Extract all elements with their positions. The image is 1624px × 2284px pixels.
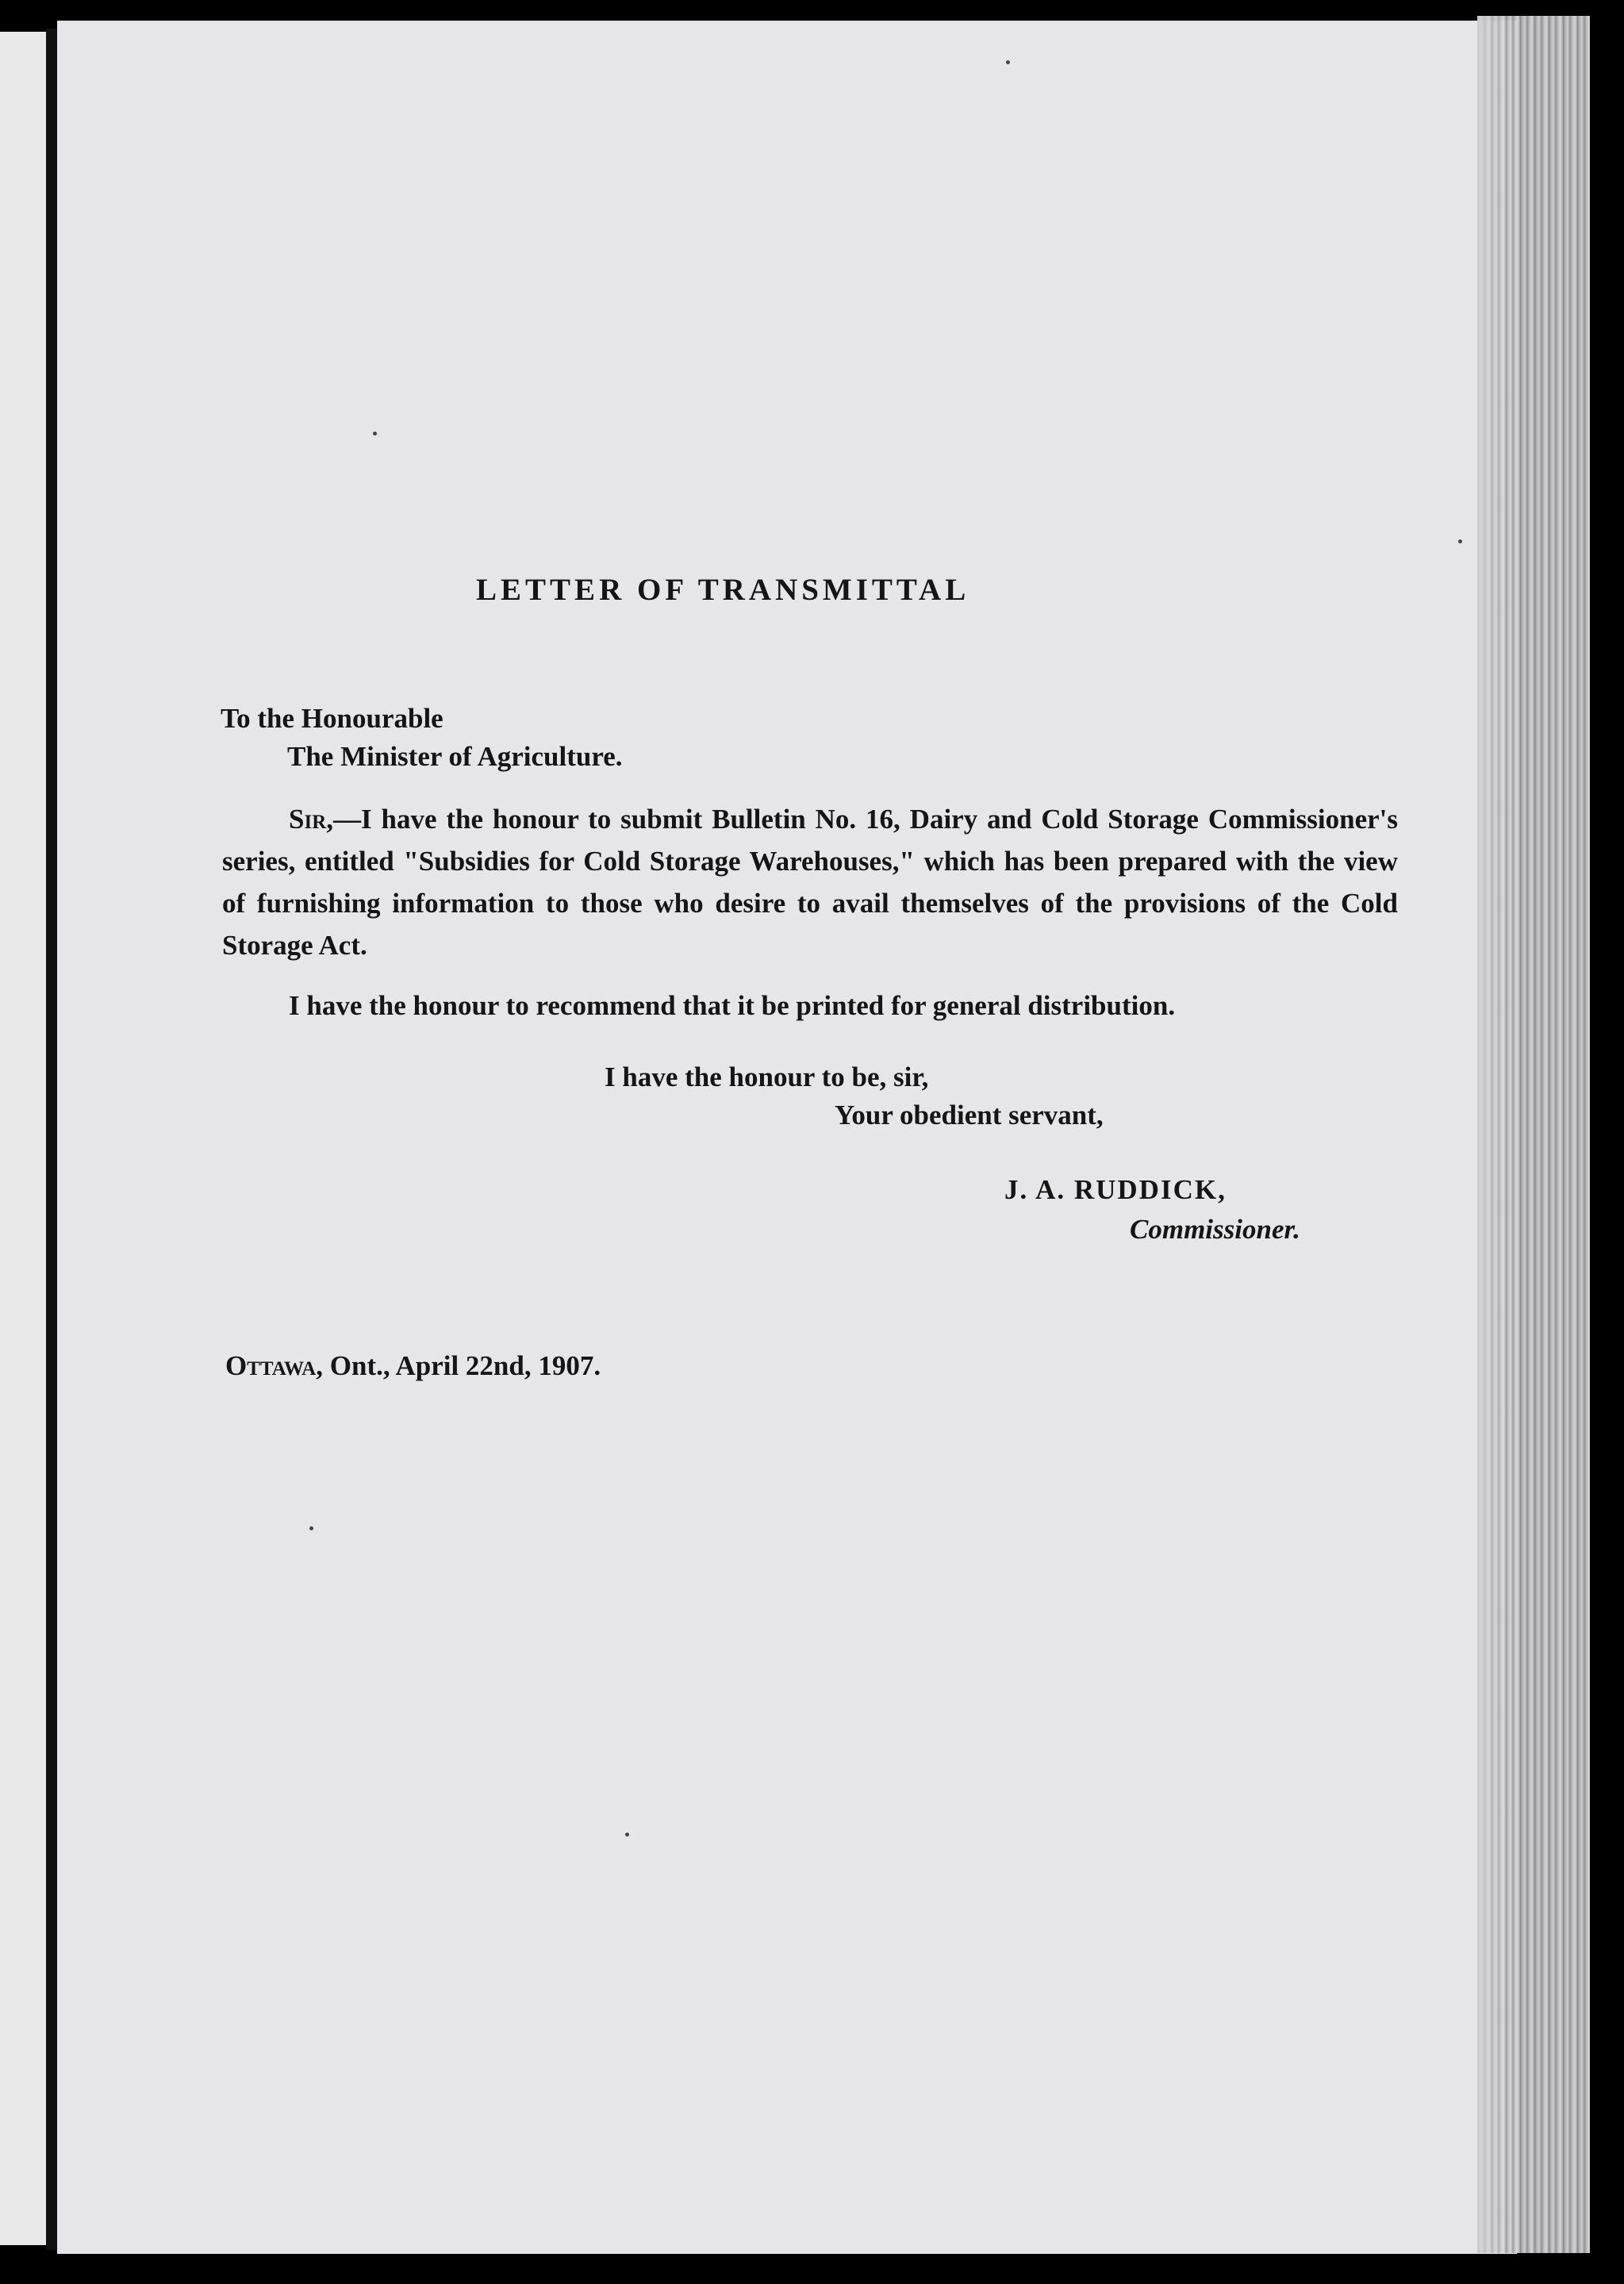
salutation: Sir, (289, 804, 333, 835)
page (57, 21, 1517, 2254)
addressee-line-1: To the Honourable (221, 703, 443, 734)
scan-speck (1458, 539, 1462, 543)
previous-page-edge (0, 32, 46, 2245)
place-and-date (225, 1345, 601, 1387)
letter-heading: LETTER OF TRANSMITTAL (476, 573, 970, 607)
scan-speck (625, 1833, 629, 1837)
place-city: Ottawa (225, 1350, 317, 1381)
addressee-line-2: The Minister of Agriculture. (287, 741, 623, 772)
body-paragraph-2: I have the honour to recommend that it be printed for general distribution. (289, 990, 1176, 1021)
closing-line-1: I have the honour to be, sir, (605, 1061, 929, 1092)
signatory-title: Commissioner. (1130, 1214, 1300, 1245)
place-date-rest: , Ont., April 22nd, 1907. (316, 1350, 601, 1381)
closing-line-2: Your obedient servant, (835, 1100, 1104, 1130)
scan-speck (309, 1526, 313, 1530)
scan-speck (373, 432, 377, 436)
body-paragraph-1-text: —I have the honour to submit Bulletin No. 16, Dairy and Cold Storage Commissioner's series, entitled "Subsidies for Cold Storage Warehouses," which has been prepared with the view of furnishing information to those who desire to avail themselves of the provisions of the Cold Storage Act. (222, 804, 1398, 961)
signatory-name: J. A. RUDDICK, (1004, 1174, 1227, 1205)
page-edges-shade (1477, 16, 1509, 2253)
book-gutter (46, 29, 57, 2250)
body-paragraph-1 (222, 798, 1398, 966)
scan-speck (1006, 60, 1010, 64)
